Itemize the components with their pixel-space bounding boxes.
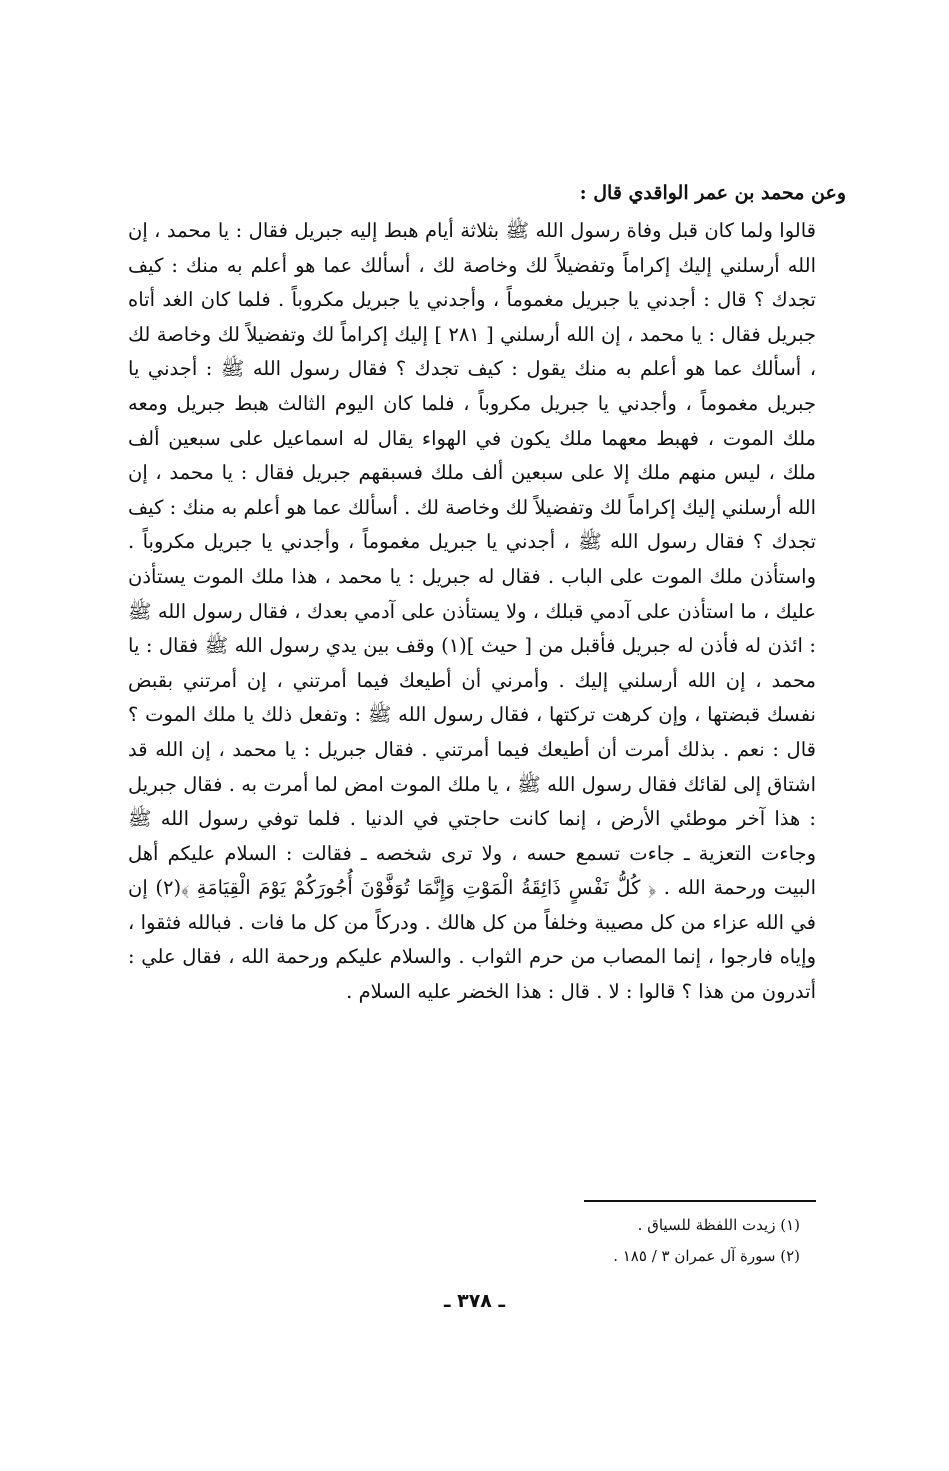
footnote-2: (٢) سورة آل عمران ٣ / ١٨٥ . (613, 1247, 800, 1265)
footnote-1: (١) زيدت اللفظة للسياق . (637, 1216, 800, 1234)
body-paragraph: قالوا ولما كان قبل وفاة رسول الله ﷺ بثلاثة أيام هبط إليه جبريل فقال : يا محمد ، إن الله أرسلني إليك إكراماً وتفضيلاً لك وخاصة لك ، أسألك عما هو أعلم به منك : كيف تجدك ؟ قال : أجدني يا جبريل مغموماً ، وأجدني يا جبريل مكروباً . فلما كان الغد أتاه جبريل فقال : يا محمد ، إن الله أرسلني [ ٢٨١ ] إليك إكراماً لك وتفضيلاً لك وخاصة لك ، أسألك عما هو أعلم به منك يقول : كيف تجدك ؟ فقال رسول الله ﷺ : أجدني يا جبريل مغموماً ، وأجدني يا جبريل مكروباً ، فلما كان اليوم الثالث هبط جبريل ومعه ملك الموت ، فهبط معهما ملك يكون في الهواء يقال له اسماعيل على سبعين ألف ملك ، ليس منهم ملك إلا على سبعين ألف ملك فسبقهم جبريل فقال : يا محمد ، إن الله أرسلني إليك إكراماً لك وتفضيلاً لك وخاصة لك . أسألك عما هو أعلم به منك : كيف تجدك ؟ فقال رسول الله ﷺ ، أجدني يا جبريل مغموماً ، وأجدني يا جبريل مكروباً . واستأذن ملك الموت على الباب . فقال له جبريل : يا محمد ، هذا ملك الموت يستأذن عليك ، ما استأذن على آدمي قبلك ، ولا يستأذن على آدمي بعدك ، فقال رسول الله ﷺ : ائذن له فأذن له جبريل فأقبل من [ حيث ](١) وقف بين يدي رسول الله ﷺ فقال : يا محمد ، إن الله أرسلني إليك . وأمرني أن أطيعك فيما أمرتني ، إن أمرتني بقبض نفسك قبضتها ، وإن كرهت تركتها ، فقال رسول الله ﷺ : وتفعل ذلك يا ملك الموت ؟ قال : نعم . بذلك أمرت أن أطيعك فيما أمرتني . فقال جبريل : يا محمد ، إن الله قد اشتاق إلى لقائك فقال رسول الله ﷺ ، يا ملك الموت امض لما أمرت به . فقال جبريل : هذا آخر موطئي الأرض ، إنما كانت حاجتي في الدنيا . فلما توفي رسول الله ﷺ وجاءت التعزية ـ جاءت تسمع حسه ، ولا ترى شخصه ـ فقالت : السلام عليكم أهل البيت ورحمة الله . ﴿ كُلُّ نَفْسٍ ذَائِقَةُ الْمَوْتِ وَإِنَّمَا تُوَفَّوْنَ أُجُورَكُمْ يَوْمَ الْقِيَامَةِ ﴾(٢) إن في الله عزاء من كل مصيبة وخلفاً من كل هالك . ودركاً من كل ما فات . فبالله فثقوا ، وإياه فارجوا ، إنما المصاب من حرم الثواب . والسلام عليكم ورحمة الله ، فقال علي : أتدرون من هذا ؟ قالوا : لا . قال : هذا الخضر عليه السلام . (128, 219, 817, 1004)
page-content (128, 176, 846, 1010)
footnotes (500, 1210, 800, 1272)
section-heading: وعن محمد بن عمر الواقدي قال : (579, 182, 846, 204)
page-number: ـ ٣٧٨ ـ (443, 1290, 505, 1312)
footnote-divider (584, 1200, 816, 1202)
